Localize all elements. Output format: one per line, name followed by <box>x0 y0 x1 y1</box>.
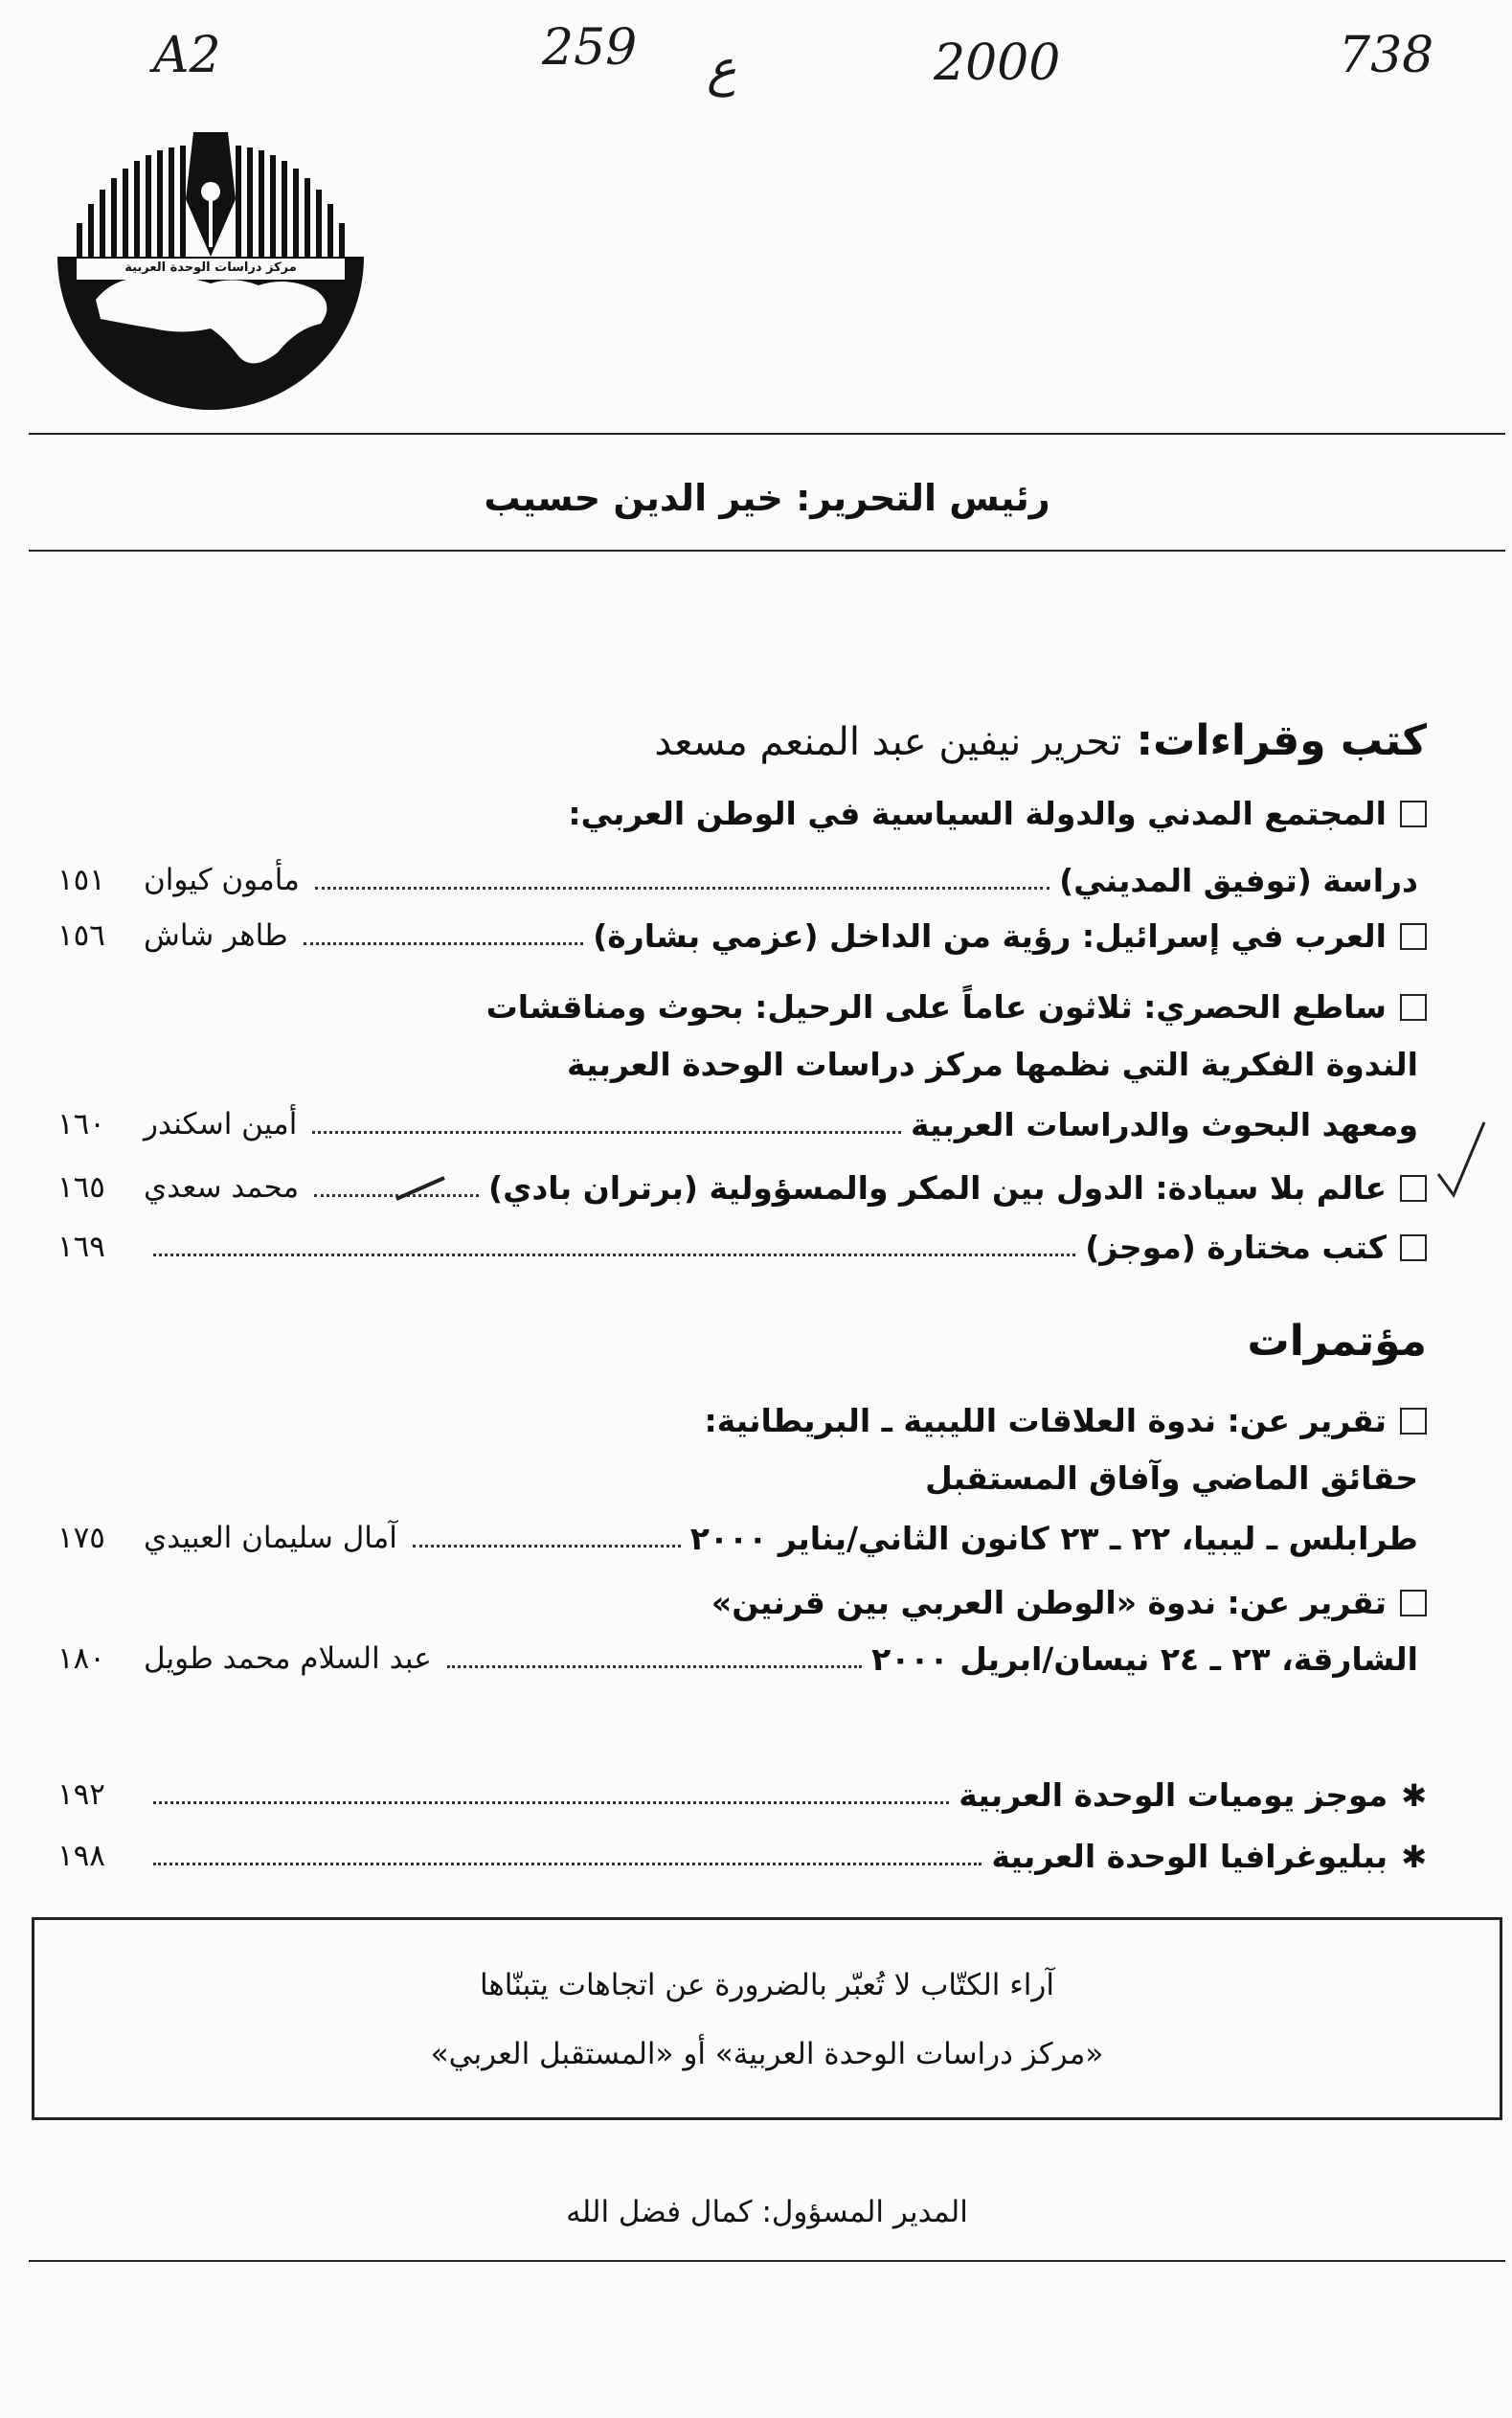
checkbox-icon <box>1400 994 1427 1021</box>
toc-entry-two-centuries-2 <box>57 1638 1418 1680</box>
entry-author: أمين اسكندر <box>144 1107 298 1141</box>
dotted-leader <box>413 1545 681 1548</box>
toc-entry-two-centuries-1 <box>711 1582 1427 1624</box>
toc-entry-arabs-in-israel <box>57 915 1427 957</box>
bottom-rule <box>29 2260 1505 2262</box>
entry-title: عالم بلا سيادة: الدول بين المكر والمسؤولية (برتران بادي) <box>488 1169 1427 1207</box>
entry-title: حقائق الماضي وآفاق المستقبل <box>925 1459 1418 1497</box>
entry-author: آمال سليمان العبيدي <box>144 1521 397 1555</box>
entry-author: مأمون كيوان <box>144 863 300 897</box>
entry-page: ١٥٦ <box>57 918 105 953</box>
entry-title: العرب في إسرائيل: رؤية من الداخل (عزمي بشارة) <box>593 917 1427 955</box>
checkbox-icon <box>1400 801 1427 827</box>
toc-entry-husri-3 <box>57 1103 1418 1145</box>
entry-title: تقرير عن: ندوة العلاقات الليبية ـ البريطانية: <box>704 1402 1387 1439</box>
entry-title: ✱موجز يوميات الوحدة العربية <box>959 1775 1427 1814</box>
entry-page: ١٨٠ <box>57 1641 105 1676</box>
dotted-leader <box>447 1665 862 1668</box>
toc-entry-selected-books <box>57 1226 1427 1268</box>
entry-title: دراسة (توفيق المديني) <box>1059 861 1418 899</box>
checkbox-icon <box>1400 1234 1427 1261</box>
entry-title: الشارقة، ٢٣ ـ ٢٤ نيسان/ابريل ٢٠٠٠ <box>871 1639 1418 1678</box>
entry-page: ١٩٨ <box>57 1839 105 1873</box>
disclaimer-box <box>32 1917 1502 2120</box>
checkbox-icon <box>1400 1590 1427 1616</box>
entry-page: ١٦٥ <box>57 1170 105 1205</box>
checkbox-icon <box>1400 923 1427 950</box>
entry-title: طرابلس ـ ليبيا، ٢٢ ـ ٢٣ كانون الثاني/يناير ٢٠٠٠ <box>689 1519 1418 1557</box>
dotted-leader <box>312 1131 901 1134</box>
books-section-title <box>654 716 1427 765</box>
handwritten-note-a2: A2 <box>153 27 221 84</box>
logo-label: مركز دراسات الوحدة العربية <box>124 260 297 275</box>
center-logo <box>57 132 364 419</box>
dotted-leader <box>315 887 1049 890</box>
toc-entry-libya-uk-1 <box>704 1400 1427 1442</box>
entry-title: كتب مختارة (موجز) <box>1085 1229 1427 1266</box>
toc-entry-unity-diary <box>57 1774 1427 1816</box>
disclaimer-line-1: آراء الكتّاب لا تُعبّر بالضرورة عن اتجاهات يتبنّاها <box>479 1968 1055 2002</box>
checkbox-icon <box>1400 1175 1427 1202</box>
conferences-section-title <box>1247 1317 1427 1366</box>
toc-entry-husri-1 <box>486 986 1427 1028</box>
entry-author: عبد السلام محمد طويل <box>144 1641 432 1676</box>
toc-entry-libya-uk-2 <box>925 1458 1418 1500</box>
entry-page: ١٧٥ <box>57 1521 105 1555</box>
checkbox-icon <box>1400 1408 1427 1435</box>
dotted-leader <box>153 1801 949 1804</box>
asterisk-icon: ✱ <box>1401 1776 1427 1814</box>
entry-title: ساطع الحصري: ثلاثون عاماً على الرحيل: بحوث ومناقشات <box>485 988 1387 1026</box>
toc-entry-civil-society-2 <box>57 859 1418 901</box>
editor-rule <box>29 550 1505 552</box>
entry-title: المجتمع المدني والدولة السياسية في الوطن العربي: <box>568 795 1387 832</box>
entry-page: ١٥١ <box>57 863 105 897</box>
books-heading: كتب وقراءات: <box>1136 716 1427 765</box>
handwritten-note-738: 738 <box>1339 27 1434 84</box>
entry-title: ومعهد البحوث والدراسات العربية <box>910 1105 1418 1143</box>
entry-title: تقرير عن: ندوة «الوطن العربي بين قرنين» <box>711 1584 1387 1621</box>
disclaimer-line-2: «مركز دراسات الوحدة العربية» أو «المستقبل العربي» <box>430 2037 1104 2071</box>
logo-emblem-icon <box>57 132 364 419</box>
entry-page: ١٩٢ <box>57 1777 105 1812</box>
toc-entry-world-without-sovereignty <box>57 1166 1427 1209</box>
entry-title: الندوة الفكرية التي نظمها مركز دراسات الوحدة العربية <box>566 1046 1418 1083</box>
managing-director-line: المدير المسؤول: كمال فضل الله <box>566 2195 968 2229</box>
toc-entry-bibliography <box>57 1835 1427 1877</box>
top-rule <box>29 433 1505 435</box>
toc-entry-libya-uk-3 <box>57 1517 1418 1559</box>
toc-entry-husri-2 <box>567 1044 1418 1086</box>
entry-author: محمد سعدي <box>144 1170 300 1205</box>
asterisk-icon: ✱ <box>1401 1838 1427 1875</box>
toc-entry-civil-society-1 <box>568 793 1427 835</box>
dotted-leader <box>153 1863 982 1865</box>
conferences-heading: مؤتمرات <box>1247 1317 1427 1366</box>
editor-in-chief-line: رئيس التحرير: خير الدين حسيب <box>484 477 1050 519</box>
entry-page: ١٦٠ <box>57 1107 105 1141</box>
entry-title: ✱ببليوغرافيا الوحدة العربية <box>991 1837 1427 1875</box>
handwritten-note-2000: 2000 <box>934 34 1061 92</box>
books-editor-credit: تحرير نيفين عبد المنعم مسعد <box>654 720 1122 764</box>
handwritten-check-icon <box>1434 1119 1492 1205</box>
entry-author: طاهر شاش <box>144 918 288 953</box>
dotted-leader <box>153 1254 1075 1256</box>
handwritten-note-ain: ع <box>707 40 737 98</box>
pen-stroke-icon <box>393 1172 450 1205</box>
handwritten-note-259: 259 <box>542 19 638 77</box>
dotted-leader <box>304 942 584 945</box>
entry-page: ١٦٩ <box>57 1230 105 1264</box>
